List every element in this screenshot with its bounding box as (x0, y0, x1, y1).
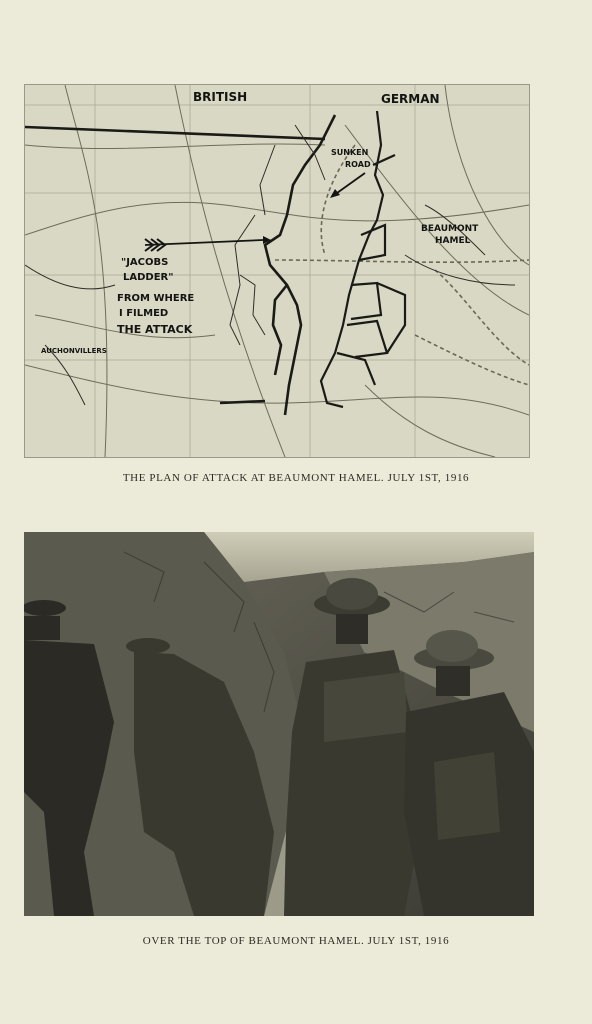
sunken-road-label-line1: SUNKEN (331, 148, 369, 157)
british-front-line (25, 115, 335, 415)
jacobs-ladder-label-line1: "JACOBS (121, 257, 169, 268)
sunken-road-label-line2: ROAD (345, 160, 371, 169)
photo-caption: OVER THE TOP OF BEAUMONT HAMEL. JULY 1ST, 1916 (142, 935, 450, 947)
attack-direction-arrow (145, 236, 271, 251)
trench-photograph (24, 532, 534, 916)
map-caption: THE PLAN OF ATTACK AT BEAUMONT HAMEL. JULY 1ST, 1916 (122, 472, 470, 484)
map-railway (275, 145, 529, 385)
map-roads (25, 85, 529, 457)
jacobs-ladder-label-line2: LADDER" (123, 272, 174, 283)
filmed-from-label-line1: FROM WHERE (117, 293, 195, 304)
trench-map-drawing (25, 85, 529, 457)
trench-map-plate (24, 84, 530, 458)
map-grid (25, 85, 529, 457)
auchonvillers-label: AUCHONVILLERS (41, 347, 107, 355)
trench-photo-drawing (24, 532, 534, 916)
british-label: BRITISH (193, 90, 248, 104)
german-label: GERMAN (381, 92, 440, 106)
filmed-from-label-line3: THE ATTACK (117, 323, 193, 336)
beaumont-hamel-label-line1: BEAUMONT (421, 224, 479, 234)
beaumont-hamel-label-line2: HAMEL (435, 236, 471, 246)
filmed-from-label-line2: I FILMED (119, 308, 169, 319)
